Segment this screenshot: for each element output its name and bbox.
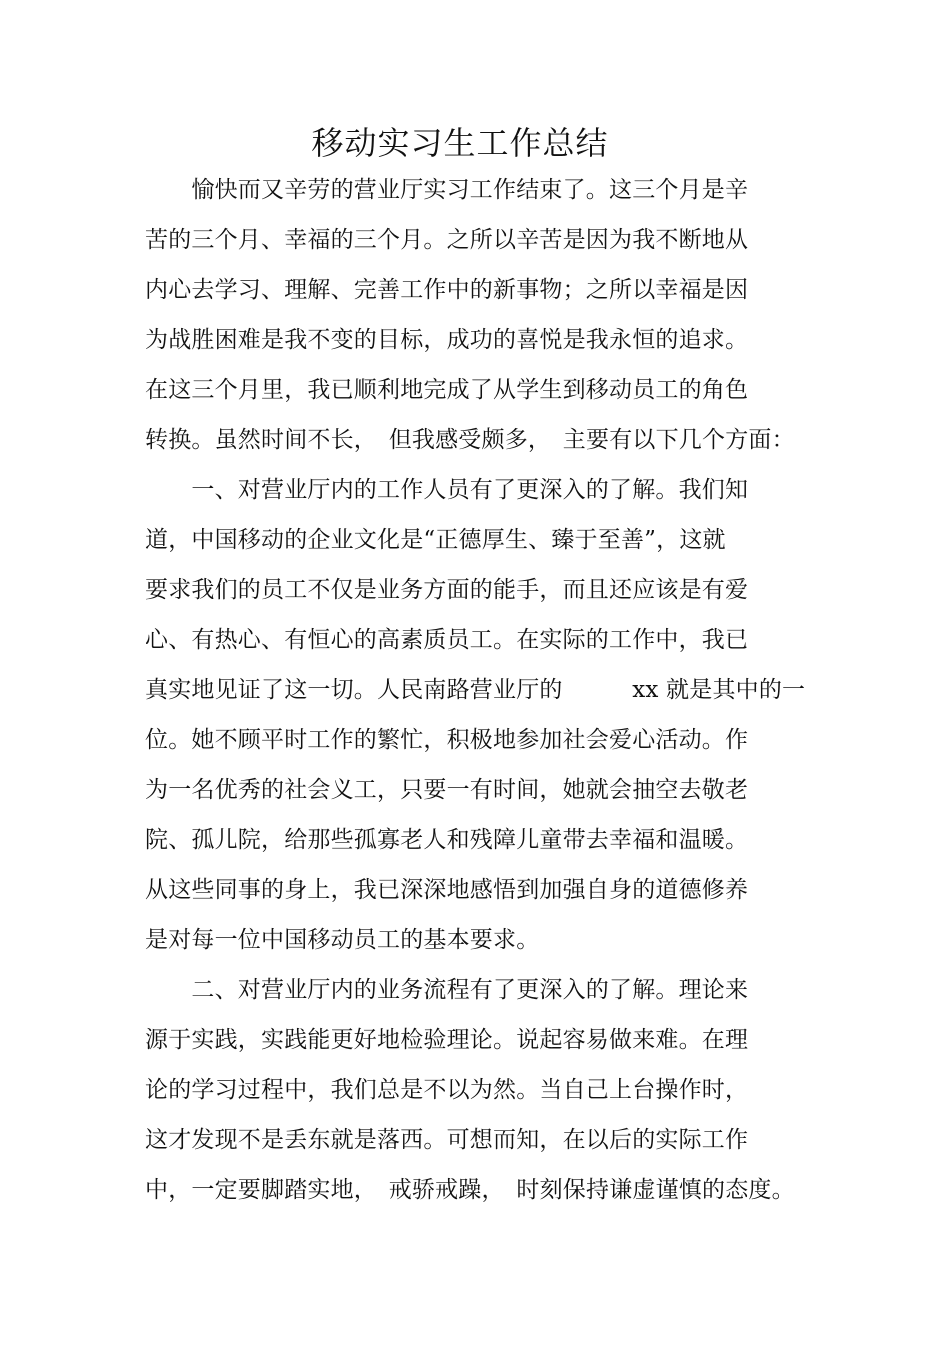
body-line-1: 愉快而又辛劳的营业厅实习工作结束了。这三个月是辛 <box>145 177 749 203</box>
body-line-7: 一、对营业厅内的工作人员有了更深入的了解。我们知 <box>145 477 749 503</box>
body-line-16: 是对每一位中国移动员工的基本要求。 <box>145 927 540 953</box>
body-line-17: 二、对营业厅内的业务流程有了更深入的了解。理论来 <box>145 977 749 1003</box>
body-line-11: 真实地见证了这一切。人民南路营业厅的 xx 就是其中的一 <box>145 677 806 703</box>
body-line-14: 院、孤儿院，给那些孤寡老人和残障儿童带去幸福和温暖。 <box>145 827 749 853</box>
body-line-4: 为战胜困难是我不变的目标，成功的喜悦是我永恒的追求。 <box>145 327 749 353</box>
body-line-13: 为一名优秀的社会义工，只要一有时间，她就会抽空去敬老 <box>145 777 749 803</box>
body-line-10: 心、有热心、有恒心的高素质员工。在实际的工作中，我已 <box>145 627 749 653</box>
body-line-3: 内心去学习、理解、完善工作中的新事物；之所以幸福是因 <box>145 277 749 303</box>
body-line-18: 源于实践，实践能更好地检验理论。说起容易做来难。在理 <box>145 1027 749 1053</box>
body-line-2: 苦的三个月、幸福的三个月。之所以辛苦是因为我不断地从 <box>145 227 749 253</box>
body-line-8: 道，中国移动的企业文化是“正德厚生、臻于至善”，这就 <box>145 527 726 553</box>
body-line-6: 转换。虽然时间不长， 但我感受颇多， 主要有以下几个方面： <box>145 427 795 453</box>
body-line-12: 位。她不顾平时工作的繁忙，积极地参加社会爱心活动。作 <box>145 727 749 753</box>
body-line-19: 论的学习过程中，我们总是不以为然。当自己上台操作时， <box>145 1077 749 1103</box>
document-title: 移动实习生工作总结 <box>311 124 609 162</box>
body-line-9: 要求我们的员工不仅是业务方面的能手，而且还应该是有爱 <box>145 577 749 603</box>
body-line-5: 在这三个月里，我已顺利地完成了从学生到移动员工的角色 <box>145 377 749 403</box>
body-line-15: 从这些同事的身上，我已深深地感悟到加强自身的道德修养 <box>145 877 749 903</box>
body-line-21: 中，一定要脚踏实地， 戒骄戒躁， 时刻保持谦虚谨慎的态度。 <box>145 1177 795 1203</box>
body-line-20: 这才发现不是丢东就是落西。可想而知，在以后的实际工作 <box>145 1127 749 1153</box>
